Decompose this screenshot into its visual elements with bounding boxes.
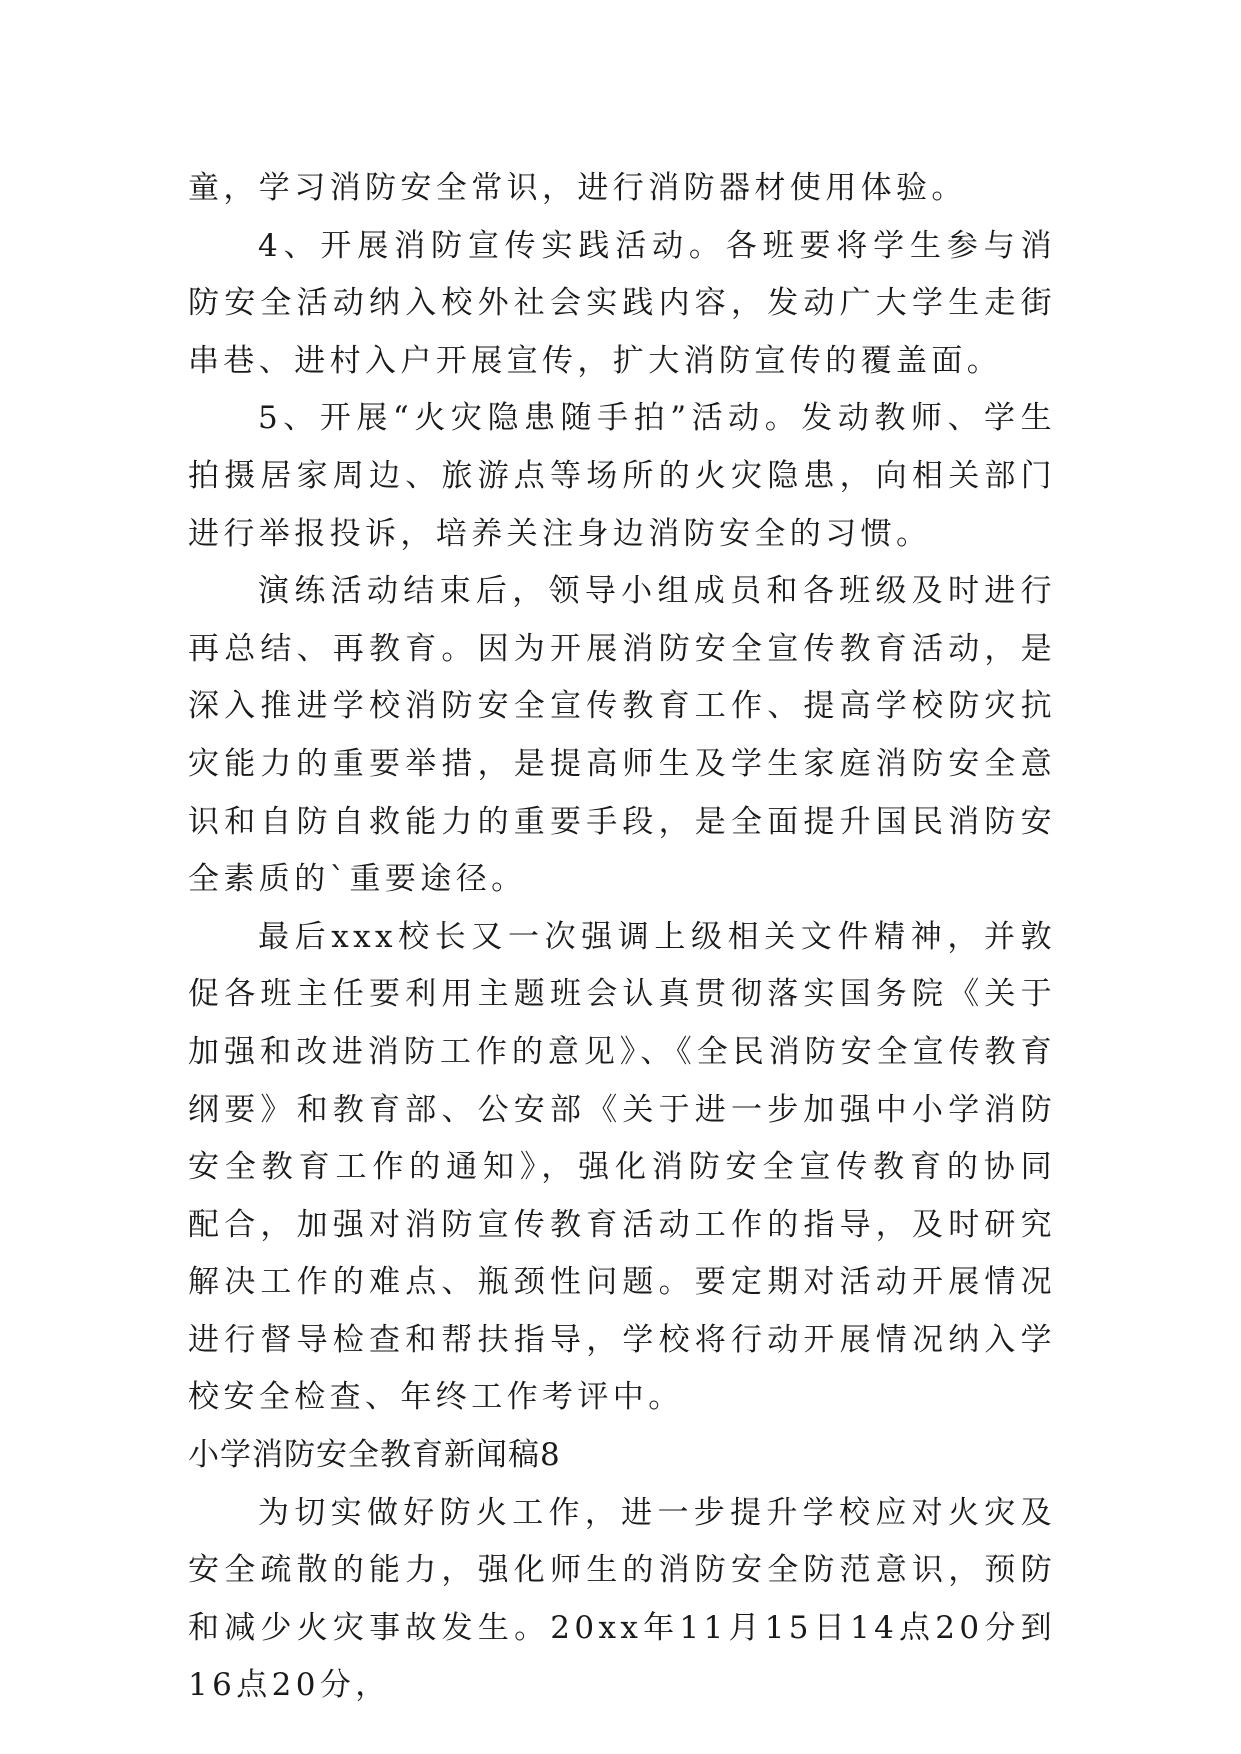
paragraph-news-intro: 为切实做好防火工作，进一步提升学校应对火灾及安全疏散的能力，强化师生的消防安全防范意识，预防和减少火灾事故发生。20xx年11月15日14点20分到16点20分，	[188, 1494, 1056, 1704]
paragraph-continuation: 童，学习消防安全常识，进行消防器材使用体验。	[188, 170, 967, 206]
paragraph-summary: 演练活动结束后，领导小组成员和各班级及时进行再总结、再教育。因为开展消防安全宣传教育活动，是深入推进学校消防安全宣传教育工作、提高学校防灾抗灾能力的重要举措，是提高师生及学生家庭消防安全意识和自防自救能力的重要手段，是全面提升国民消防安全素质的`重要途径。	[188, 573, 1056, 898]
paragraph-item-5: 5、开展“火灾隐患随手拍”活动。发动教师、学生拍摄居家周边、旅游点等场所的火灾隐患，向相关部门进行举报投诉，培养关注身边消防安全的习惯。	[188, 400, 1056, 552]
section-heading: 小学消防安全教育新闻稿8	[188, 1437, 561, 1474]
paragraph-principal-remarks: 最后xxx校长又一次强调上级相关文件精神，并敦促各班主任要利用主题班会认真贯彻落实国务院《关于加强和改进消防工作的意见》、《全民消防安全宣传教育纲要》和教育部、公安部《关于进一步加强中小学消防安全教育工作的通知》，强化消防安全宣传教育的协同配合，加强对消防宣传教育活动工作的指导，及时研究解决工作的难点、瓶颈性问题。要定期对活动开展情况进行督导检查和帮扶指导，学校将行动开展情况纳入学校安全检查、年终工作考评中。	[188, 918, 1056, 1416]
paragraph-item-4: 4、开展消防宣传实践活动。各班要将学生参与消防安全活动纳入校外社会实践内容，发动广大学生走街串巷、进村入户开展宣传，扩大消防宣传的覆盖面。	[188, 227, 1056, 379]
document-body	[188, 160, 1056, 1715]
